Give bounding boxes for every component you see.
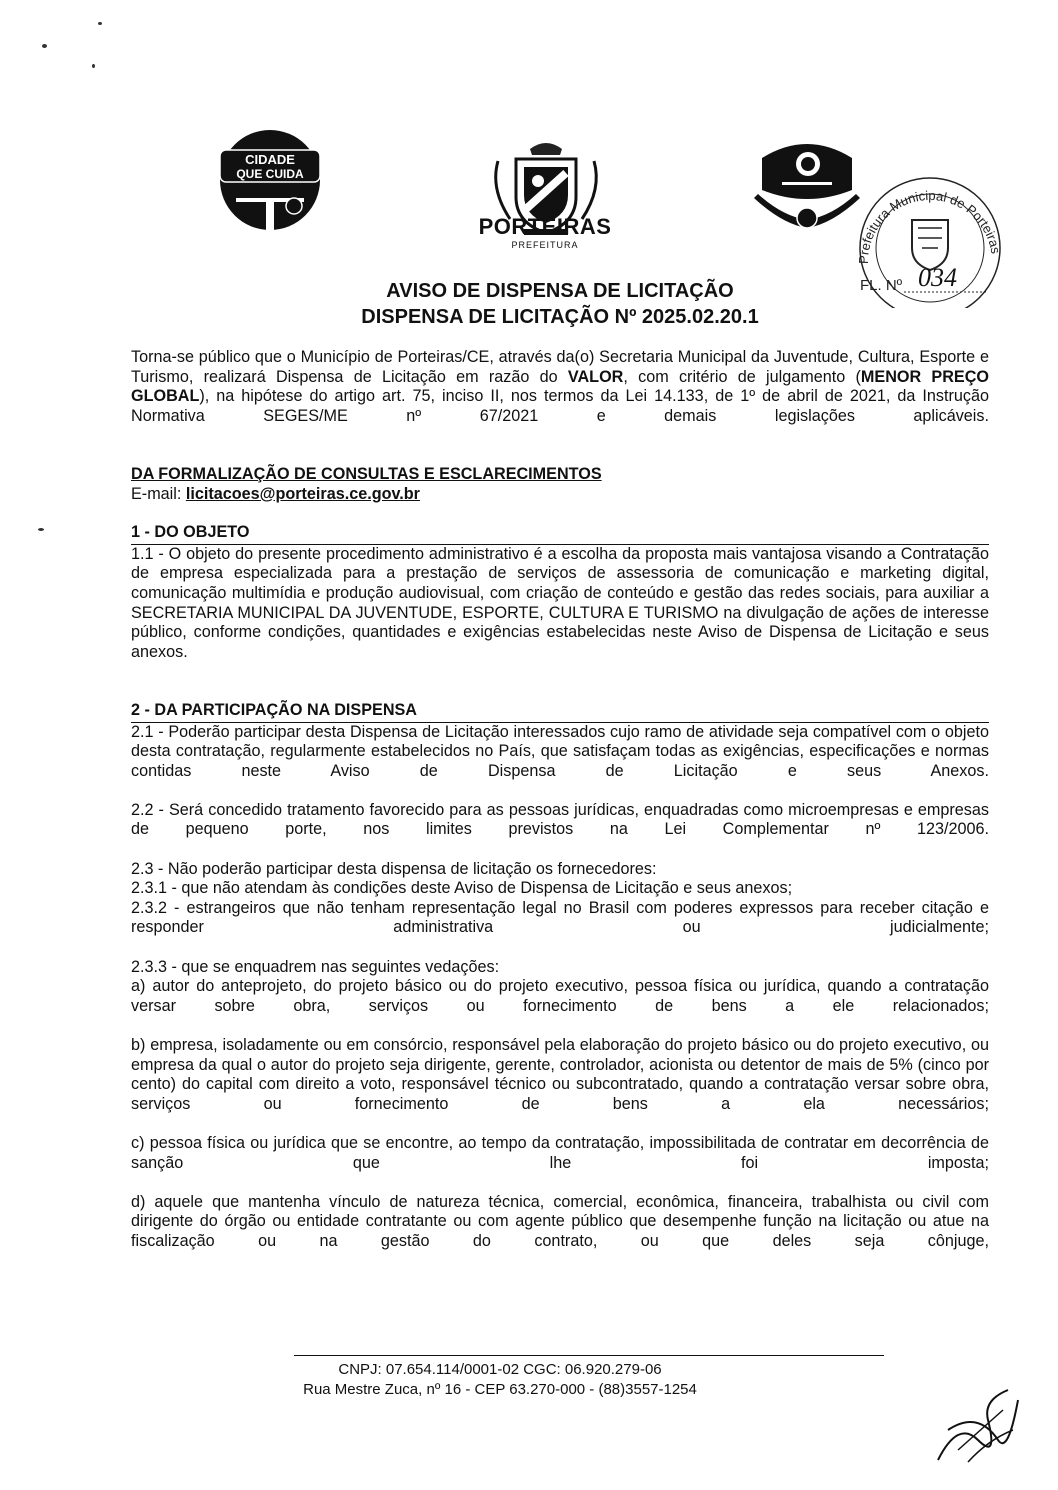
svg-text:CIDADE: CIDADE: [245, 152, 295, 167]
item-d: d) aquele que mantenha vínculo de natureza técnica, comercial, econômica, financeira, trabalhista ou civil com dirigente do órgão ou entidade contratante ou com agente público que desempenhe função na licitação ou atue na fiscalização ou na gestão do contrato, ou que deles seja cônjuge,: [131, 1192, 989, 1250]
scan-speck: [92, 64, 95, 68]
footer-divider: [294, 1355, 884, 1356]
section-1-heading: 1 - DO OBJETO: [131, 523, 989, 545]
svg-text:FL. Nº: FL. Nº: [860, 277, 903, 294]
section-2-heading: 2 - DA PARTICIPAÇÃO NA DISPENSA: [131, 701, 989, 723]
scan-speck: [42, 44, 47, 48]
item-c: c) pessoa física ou jurídica que se encontre, ao tempo da contratação, impossibilitada de contratar em decorrência de sanção que lhe foi imposta;: [131, 1133, 989, 1172]
footer-cnpj: CNPJ: 07.654.114/0001-02 CGC: 06.920.279-06: [338, 1361, 662, 1378]
intro-paragraph: Torna-se público que o Município de Porteiras/CE, através da(o) Secretaria Municipal da Juventude, Cultura, Esporte e Turismo, realizará Dispensa de Licitação em razão do VALOR, com critério de julgamento (MENOR PREÇO GLOBAL), na hipótese do artigo art. 75, inciso II, nos termos da Lei 14.133, de 1º de abril de 2021, da Instrução Normativa SEGES/ME nº 67/2021 e demais legislações aplicáveis.: [131, 348, 989, 425]
document-body: [131, 348, 989, 1271]
document-title: AVISO DE DISPENSA DE LICITAÇÃO: [386, 280, 734, 302]
item-b: b) empresa, isoladamente ou em consórcio, responsável pela elaboração do projeto básico ou do projeto executivo, ou empresa da qual o autor do projeto seja dirigente, gerente, controlador, acionista ou detentor de mais de 5% (cinco por cento) do capital com direito a voto, responsável técnico ou subcontratado, quando a contratação versar sobre obra, serviços ou fornecimento de bens a ela necessários;: [131, 1036, 989, 1113]
handwritten-signature: [928, 1380, 1028, 1470]
footer-address: Rua Mestre Zuca, nº 16 - CEP 63.270-000 - (88)3557-1254: [303, 1381, 697, 1398]
paragraph-2-3-3: 2.3.3 - que se enquadrem nas seguintes vedações:: [131, 957, 500, 976]
porteiras-brand-name: PORTEIRAS: [478, 214, 612, 239]
paragraph-2-1: 2.1 - Poderão participar desta Dispensa de Licitação interessados cujo ramo de atividade seja compatível com o objeto desta contratação, regularmente estabelecidos no País, que satisfaçam todas as exigências, especificações e normas contidas neste Aviso de Dispensa de Licitação e seus Anexos.: [131, 722, 989, 780]
svg-text:Prefeitura Municipal de Portei: Prefeitura Municipal de Porteiras: [855, 187, 1004, 265]
scan-speck: [98, 22, 102, 25]
prefeitura-label: PREFEITURA: [511, 240, 579, 250]
paragraph-2-2: 2.2 - Será concedido tratamento favorecido para as pessoas jurídicas, enquadradas como microempresas e empresas de pequeno porte, nos limites previstos na Lei Complementar nº 123/2006.: [131, 800, 989, 839]
consultas-heading: DA FORMALIZAÇÃO DE CONSULTAS E ESCLARECIMENTOS: [131, 464, 602, 483]
item-a: a) autor do anteprojeto, do projeto básico ou do projeto executivo, pessoa física ou jurídica, quando a contratação versar sobre obra, serviços ou fornecimento de bens a ele relacionados;: [131, 977, 989, 1015]
paragraph-1-1: 1.1 - O objeto do presente procedimento administrativo é a escolha da proposta mais vantajosa visando a Contratação de empresa especializada para a prestação de serviços de assessoria de comunicação e marketing digital, comunicação multimídia e produção audiovisual, com criação de conteúdo e gestão das redes sociais, para auxiliar a SECRETARIA MUNICIPAL DA JUVENTUDE, ESPORTE, CULTURA E TURISMO na divulgação de ações de interesse público, conforme condições, quantidades e exigências estabelecidas neste Aviso de Dispensa de Licitação e seus anexos.: [131, 544, 989, 661]
email-line: E-mail: licitacoes@porteiras.ce.gov.br: [131, 484, 420, 503]
paragraph-2-3-2: 2.3.2 - estrangeiros que não tenham representação legal no Brasil com poderes expressos para receber citação e responder administrativa ou judicialmente;: [131, 898, 989, 937]
paragraph-2-3: 2.3 - Não poderão participar desta dispensa de licitação os fornecedores:: [131, 859, 657, 878]
email-link[interactable]: licitacoes@porteiras.ce.gov.br: [185, 484, 420, 503]
svg-text:034: 034: [918, 263, 957, 292]
paragraph-2-3-1: 2.3.1 - que não atendam às condições deste Aviso de Dispensa de Licitação e seus anexos;: [131, 879, 793, 898]
cidade-que-cuida-logo: [216, 128, 324, 238]
dispensa-number-title: DISPENSA DE LICITAÇÃO Nº 2025.02.20.1: [361, 306, 759, 328]
scan-speck: [38, 528, 44, 531]
svg-text:QUE CUIDA: QUE CUIDA: [236, 167, 304, 181]
